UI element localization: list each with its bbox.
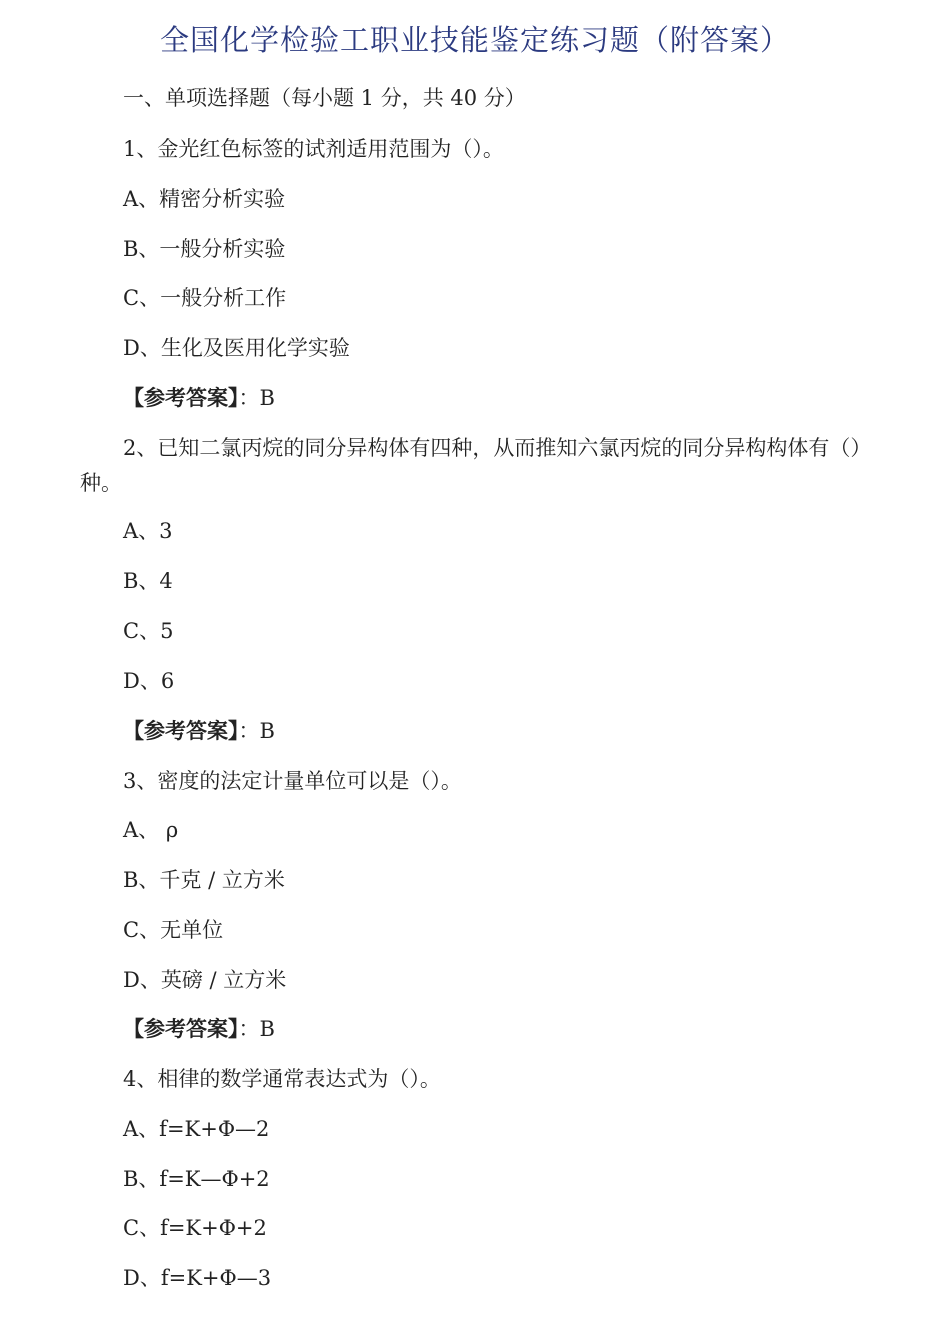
- question-3-answer: [123, 1012, 275, 1046]
- question-4-option-a: A、f=K+Φ—2: [123, 1117, 270, 1141]
- question-4-stem: 4、相律的数学通常表达式为（）。: [123, 1067, 441, 1091]
- question-4-option-b: B、f=K—Φ+2: [123, 1167, 270, 1191]
- question-2-option-d: D、6: [123, 669, 175, 693]
- question-1-answer: [123, 381, 275, 415]
- question-1-option-b: B、一般分析实验: [123, 237, 286, 261]
- question-3-option-c: C、无单位: [123, 918, 224, 942]
- question-3-option-b: B、千克 / 立方米: [123, 868, 285, 892]
- answer-value: ：B: [238, 386, 275, 410]
- question-2-stem: 2、已知二氯丙烷的同分异构体有四种，从而推知六氯丙烷的同分异构构体有（）种。: [80, 436, 861, 495]
- question-2-answer: [123, 714, 275, 748]
- question-3-option-d: D、英磅 / 立方米: [123, 968, 287, 992]
- question-1-stem: 1、金光红色标签的试剂适用范围为（）。: [123, 137, 504, 161]
- question-3-stem: 3、密度的法定计量单位可以是（）。: [123, 769, 462, 793]
- question-1-option-d: D、生化及医用化学实验: [123, 336, 350, 360]
- document-title: 全国化学检验工职业技能鉴定练习题（附答案）: [159, 23, 790, 57]
- answer-label: 【参考答案】: [123, 385, 239, 410]
- section-heading: 一、单项选择题（每小题 1 分，共 40 分）: [123, 86, 526, 110]
- answer-label: 【参考答案】: [123, 1016, 239, 1041]
- answer-value: ：B: [238, 1017, 275, 1041]
- question-2-option-a: A、3: [123, 519, 173, 543]
- question-1-option-c: C、一般分析工作: [123, 286, 287, 310]
- answer-value: ：B: [238, 719, 275, 743]
- answer-label: 【参考答案】: [123, 718, 239, 743]
- question-4-option-c: C、f=K+Φ+2: [123, 1216, 267, 1240]
- question-4-option-d: D、f=K+Φ—3: [123, 1266, 272, 1290]
- question-1-option-a: A、精密分析实验: [123, 187, 286, 211]
- question-2-option-c: C、5: [123, 619, 174, 643]
- question-2-option-b: B、4: [123, 569, 173, 593]
- question-3-option-a: A、 ρ: [123, 818, 179, 842]
